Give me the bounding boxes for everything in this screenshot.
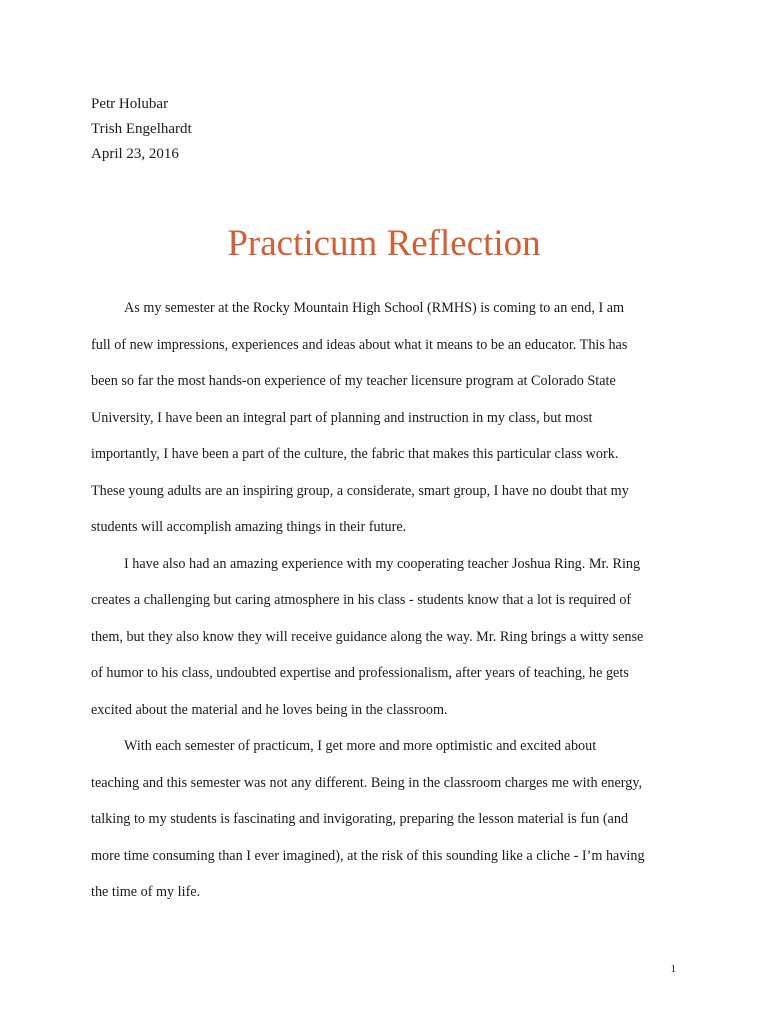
paragraph-line: the time of my life. — [91, 884, 201, 900]
paragraph-line: full of new impressions, experiences and ideas about what it means to be an educator. This has — [91, 336, 628, 353]
paragraph-line: University, I have been an integral part of planning and instruction in my class, but most — [91, 409, 593, 426]
paragraph-line: With each semester of practicum, I get more and more optimistic and excited about — [124, 738, 597, 754]
paragraph-1 — [91, 290, 686, 546]
paragraph-line: I have also had an amazing experience with my cooperating teacher Joshua Ring. Mr. Ring — [124, 555, 641, 572]
paragraph-line: creates a challenging but caring atmosphere in his class - students know that a lot is required of — [91, 592, 632, 608]
paragraph-2 — [91, 546, 686, 729]
paragraph-line: talking to my students is fascinating and invigorating, preparing the lesson material is fun (and — [91, 811, 629, 827]
paragraph-line: been so far the most hands-on experience of my teacher licensure program at Colorado State — [91, 373, 616, 389]
paragraph-line: teaching and this semester was not any different. Being in the classroom charges me with energy, — [91, 774, 643, 791]
paragraph-line: students will accomplish amazing things in their future. — [91, 519, 407, 535]
paragraph-line: of humor to his class, undoubted expertise and professionalism, after years of teaching, he gets — [91, 665, 629, 681]
instructor-name: Trish Engelhardt — [91, 121, 192, 137]
paragraph-line: them, but they also know they will receive guidance along the way. Mr. Ring brings a witty sense — [91, 628, 644, 645]
paragraph-line: more time consuming than I ever imagined), at the risk of this sounding like a cliche - I’m having — [91, 847, 645, 864]
document-title: Practicum Reflection — [227, 223, 541, 264]
document-header — [91, 92, 192, 167]
author-name: Petr Holubar — [91, 96, 169, 112]
paragraph-line: These young adults are an inspiring group, a considerate, smart group, I have no doubt that my — [91, 482, 629, 499]
page-number: 1 — [670, 963, 676, 975]
paragraph-3 — [91, 728, 686, 911]
paragraph-line: As my semester at the Rocky Mountain High School (RMHS) is coming to an end, I am — [124, 300, 625, 316]
paragraph-line: importantly, I have been a part of the culture, the fabric that makes this particular class work. — [91, 446, 619, 462]
document-body — [91, 290, 686, 911]
document-date: April 23, 2016 — [91, 146, 179, 162]
paragraph-line: excited about the material and he loves being in the classroom. — [91, 701, 448, 718]
